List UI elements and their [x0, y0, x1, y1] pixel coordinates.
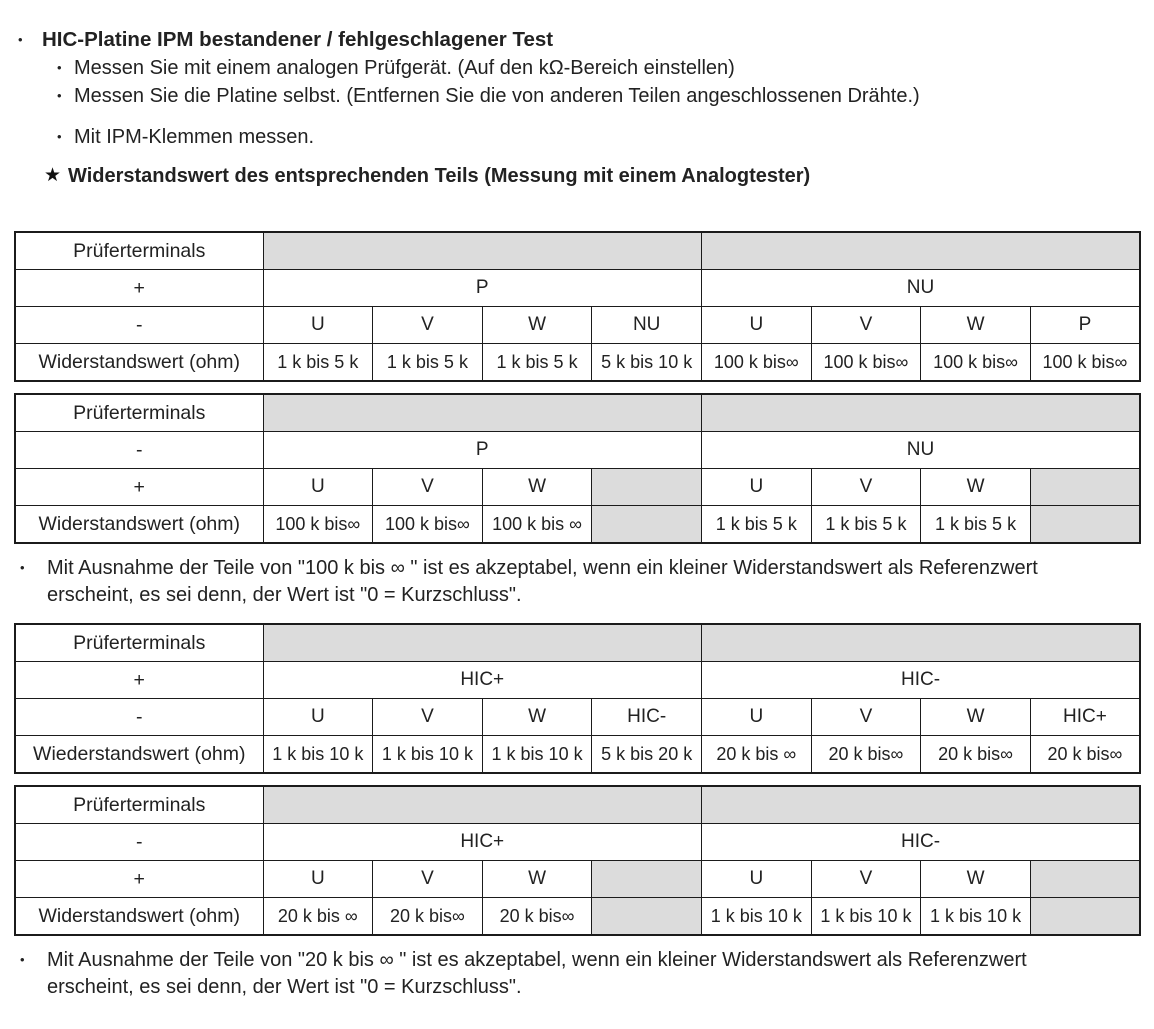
data-cell: V — [373, 861, 483, 898]
data-cell: W — [482, 699, 592, 736]
table-row — [15, 394, 1140, 432]
data-cell: P — [263, 432, 702, 469]
data-cell: U — [263, 861, 373, 898]
list-item-text: Messen Sie die Platine selbst. (Entfernen Sie die von anderen Teilen angeschlossenen Drähte.) — [74, 85, 920, 107]
note-text: Mit Ausnahme der Teile von "100 k bis ∞ " ist es akzeptabel, wenn ein kleiner Widerstandswert als Referenzwert erscheint, es sei denn, der Wert ist "0 = Kurzschluss". — [47, 557, 1038, 606]
data-cell: 1 k bis 5 k — [921, 506, 1031, 544]
data-cell: V — [811, 307, 921, 344]
note-text: Mit Ausnahme der Teile von "20 k bis ∞ " ist es akzeptabel, wenn ein kleiner Widerstandswert als Referenzwert erscheint, es sei denn, der Wert ist "0 = Kurzschluss". — [47, 949, 1027, 998]
table-row — [15, 624, 1140, 662]
data-cell: 1 k bis 10 k — [482, 736, 592, 774]
section-title: HIC-Platine IPM bestandener / fehlgeschlagener Test — [42, 28, 554, 51]
list-item — [14, 54, 1141, 82]
shaded-cell — [702, 624, 1141, 662]
data-cell: V — [373, 469, 483, 506]
data-cell: HIC+ — [263, 662, 702, 699]
star-note-text: Widerstandswert des entsprechenden Teils (Messung mit einem Analogtester) — [68, 165, 811, 187]
data-cell: U — [263, 699, 373, 736]
intro-section — [14, 26, 1141, 190]
table-row — [15, 344, 1140, 382]
data-cell: W — [482, 469, 592, 506]
row-label-cell: + — [15, 469, 263, 506]
data-cell: 1 k bis 10 k — [811, 898, 921, 936]
data-cell: 5 k bis 20 k — [592, 736, 702, 774]
row-label-cell: + — [15, 861, 263, 898]
row-label-cell: Prüferterminals — [15, 624, 263, 662]
resistance-table-hic-plus — [14, 623, 1141, 774]
data-cell: V — [811, 699, 921, 736]
note-paragraph — [14, 947, 1141, 1000]
list-item-title — [14, 26, 1141, 54]
data-cell: 20 k bis∞ — [811, 736, 921, 774]
shaded-cell — [263, 624, 702, 662]
table-row — [15, 898, 1140, 936]
data-cell: 100 k bis ∞ — [482, 506, 592, 544]
list-item — [14, 123, 1141, 151]
data-cell: V — [811, 469, 921, 506]
resistance-table-hic-minus — [14, 785, 1141, 936]
row-label-cell: Widerstandswert (ohm) — [15, 506, 263, 544]
data-cell: 20 k bis∞ — [1030, 736, 1140, 774]
shaded-cell — [263, 232, 702, 270]
bullet-icon: • — [57, 88, 62, 103]
data-cell: 1 k bis 5 k — [373, 344, 483, 382]
resistance-table-1 — [14, 231, 1141, 382]
data-cell: 100 k bis∞ — [702, 344, 812, 382]
table-row — [15, 270, 1140, 307]
note-paragraph — [14, 555, 1141, 608]
data-cell: 20 k bis∞ — [482, 898, 592, 936]
data-cell: W — [921, 307, 1031, 344]
resistance-table-3 — [14, 623, 1141, 774]
list-item-text: Messen Sie mit einem analogen Prüfgerät. (Auf den kΩ-Bereich einstellen) — [74, 57, 735, 79]
table-row — [15, 736, 1140, 774]
row-label-cell: Prüferterminals — [15, 786, 263, 824]
data-cell: 1 k bis 5 k — [702, 506, 812, 544]
data-cell: HIC+ — [1030, 699, 1140, 736]
shaded-cell — [592, 861, 702, 898]
resistance-table-2 — [14, 393, 1141, 544]
data-cell: 1 k bis 5 k — [263, 344, 373, 382]
data-cell: U — [702, 861, 812, 898]
data-cell: V — [811, 861, 921, 898]
data-cell: V — [373, 699, 483, 736]
data-cell: 1 k bis 10 k — [373, 736, 483, 774]
list-item-text: Mit IPM-Klemmen messen. — [74, 126, 315, 148]
bullet-icon: • — [20, 952, 25, 967]
table-row — [15, 699, 1140, 736]
row-label-cell: Wiederstandswert (ohm) — [15, 736, 263, 774]
table-row — [15, 506, 1140, 544]
data-cell: 1 k bis 10 k — [263, 736, 373, 774]
table-row — [15, 786, 1140, 824]
data-cell: 20 k bis∞ — [373, 898, 483, 936]
resistance-table-4 — [14, 785, 1141, 936]
table-row — [15, 432, 1140, 469]
shaded-cell — [263, 786, 702, 824]
data-cell: 100 k bis∞ — [263, 506, 373, 544]
shaded-cell — [263, 394, 702, 432]
shaded-cell — [592, 469, 702, 506]
shaded-cell — [1030, 861, 1140, 898]
row-label-cell: - — [15, 824, 263, 861]
row-label-cell: - — [15, 432, 263, 469]
list-item-star — [14, 162, 1141, 190]
shaded-cell — [702, 786, 1141, 824]
row-label-cell: - — [15, 699, 263, 736]
table-row — [15, 861, 1140, 898]
table-row — [15, 307, 1140, 344]
data-cell: 100 k bis∞ — [373, 506, 483, 544]
data-cell: U — [263, 469, 373, 506]
data-cell: 20 k bis ∞ — [702, 736, 812, 774]
bullet-icon: • — [57, 129, 62, 144]
row-label-cell: Prüferterminals — [15, 232, 263, 270]
data-cell: W — [921, 861, 1031, 898]
data-cell: 100 k bis∞ — [1030, 344, 1140, 382]
data-cell: NU — [702, 432, 1141, 469]
bullet-icon: • — [20, 560, 25, 575]
shaded-cell — [702, 232, 1141, 270]
data-cell: W — [482, 861, 592, 898]
bullet-icon: • — [57, 60, 62, 75]
shaded-cell — [592, 898, 702, 936]
table-row — [15, 662, 1140, 699]
data-cell: NU — [702, 270, 1141, 307]
row-label-cell: + — [15, 270, 263, 307]
data-cell: 5 k bis 10 k — [592, 344, 702, 382]
data-cell: HIC- — [592, 699, 702, 736]
data-cell: W — [921, 469, 1031, 506]
star-icon: ★ — [44, 165, 62, 186]
shaded-cell — [702, 394, 1141, 432]
data-cell: W — [482, 307, 592, 344]
row-label-cell: + — [15, 662, 263, 699]
data-cell: HIC- — [702, 824, 1141, 861]
resistance-table-p-nu-plus — [14, 231, 1141, 382]
data-cell: U — [702, 307, 812, 344]
row-label-cell: Widerstandswert (ohm) — [15, 344, 263, 382]
row-label-cell: Prüferterminals — [15, 394, 263, 432]
row-label-cell: - — [15, 307, 263, 344]
data-cell: U — [263, 307, 373, 344]
table-row — [15, 824, 1140, 861]
data-cell: 1 k bis 5 k — [482, 344, 592, 382]
shaded-cell — [1030, 898, 1140, 936]
data-cell: U — [702, 699, 812, 736]
row-label-cell: Widerstandswert (ohm) — [15, 898, 263, 936]
table-row — [15, 469, 1140, 506]
data-cell: NU — [592, 307, 702, 344]
data-cell: P — [1030, 307, 1140, 344]
list-item — [14, 82, 1141, 110]
data-cell: HIC+ — [263, 824, 702, 861]
data-cell: 100 k bis∞ — [811, 344, 921, 382]
bullet-icon: • — [18, 32, 23, 47]
data-cell: W — [921, 699, 1031, 736]
data-cell: HIC- — [702, 662, 1141, 699]
shaded-cell — [1030, 469, 1140, 506]
data-cell: U — [702, 469, 812, 506]
data-cell: 100 k bis∞ — [921, 344, 1031, 382]
data-cell: 1 k bis 5 k — [811, 506, 921, 544]
data-cell: 20 k bis ∞ — [263, 898, 373, 936]
data-cell: 20 k bis∞ — [921, 736, 1031, 774]
table-row — [15, 232, 1140, 270]
data-cell: 1 k bis 10 k — [702, 898, 812, 936]
shaded-cell — [592, 506, 702, 544]
data-cell: V — [373, 307, 483, 344]
data-cell: 1 k bis 10 k — [921, 898, 1031, 936]
shaded-cell — [1030, 506, 1140, 544]
data-cell: P — [263, 270, 702, 307]
resistance-table-p-nu-minus — [14, 393, 1141, 544]
